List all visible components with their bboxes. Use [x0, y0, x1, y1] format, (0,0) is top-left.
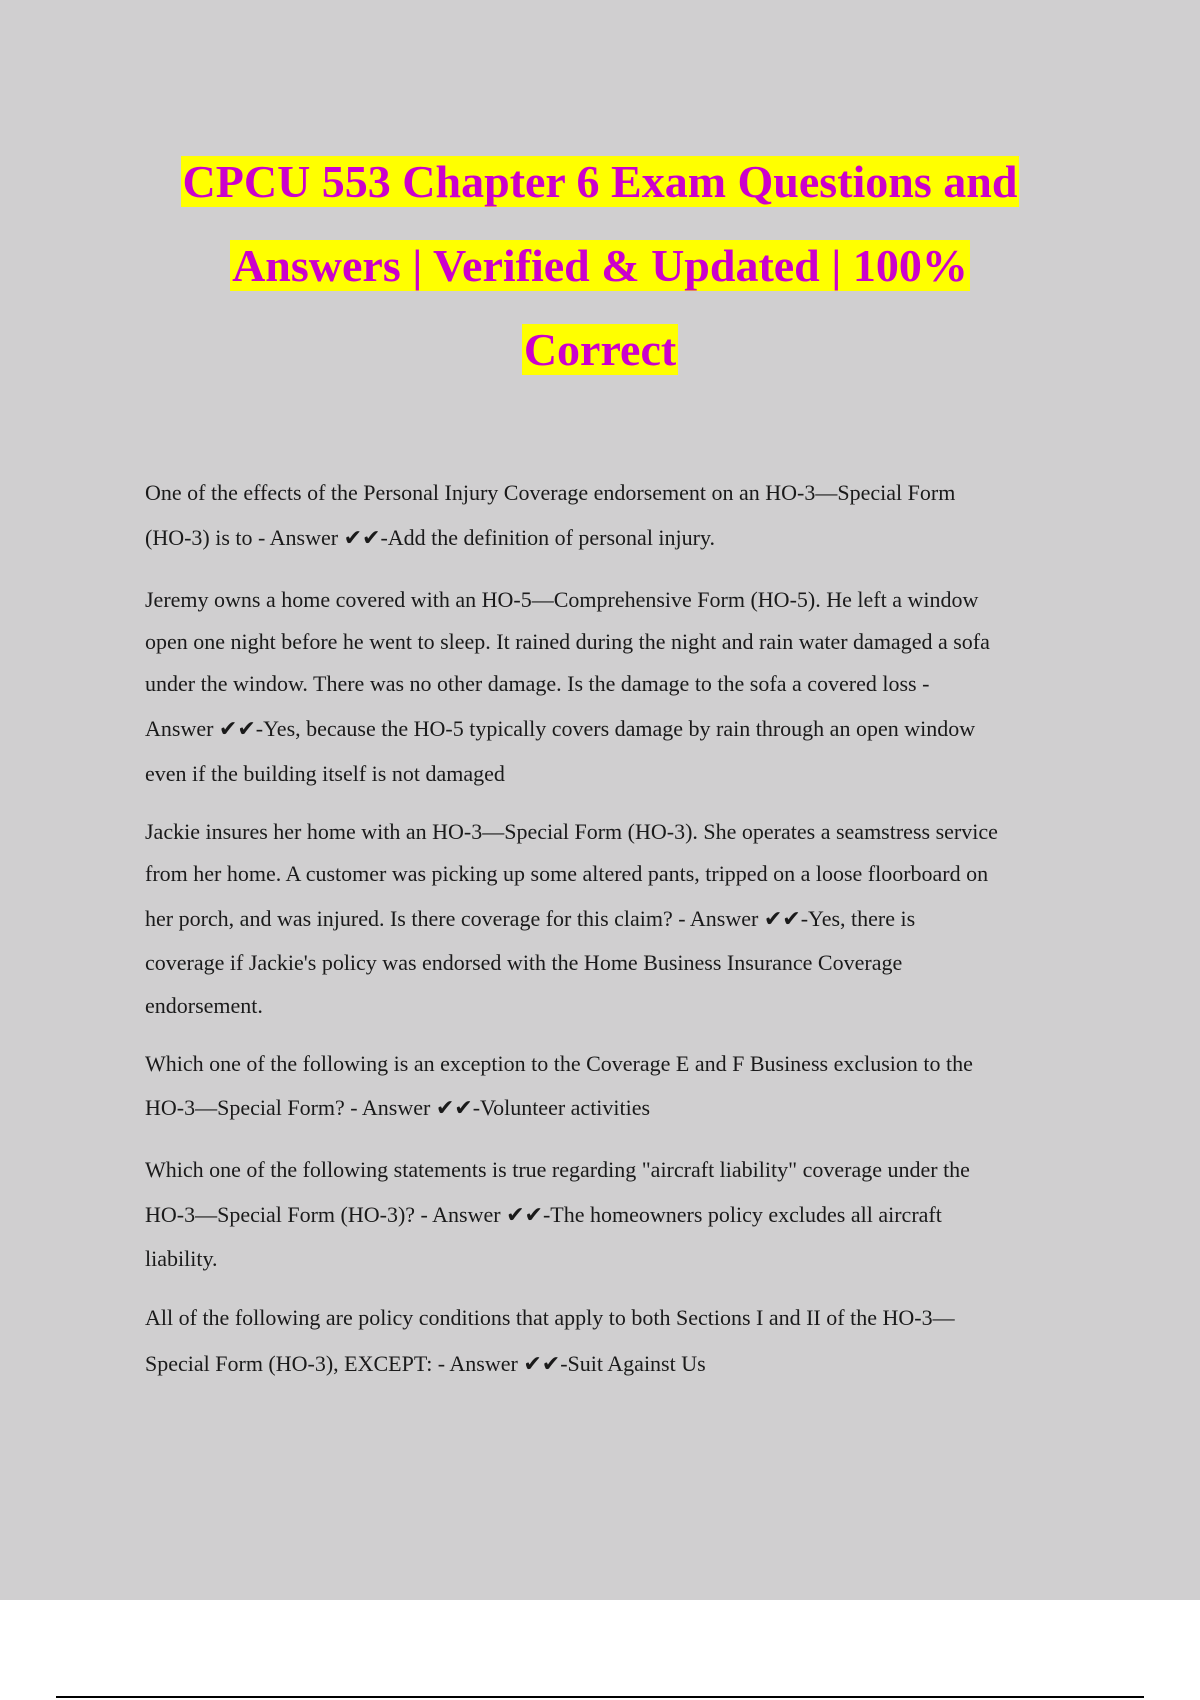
qa-line: Which one of the following is an exception to the Coverage E and F Business exclusion to the — [145, 1051, 973, 1076]
qa-line: Jeremy owns a home covered with an HO-5—Comprehensive Form (HO-5). He left a window — [145, 587, 979, 612]
title-line — [0, 140, 1200, 224]
title-line-text: Correct — [523, 324, 677, 375]
qa-line: Jackie insures her home with an HO-3—Special Form (HO-3). She operates a seamstress service — [145, 819, 998, 844]
qa-line: One of the effects of the Personal Injury Coverage endorsement on an HO-3—Special Form — [145, 480, 956, 505]
qa-line: endorsement. — [145, 993, 263, 1018]
qa-line: All of the following are policy conditions that apply to both Sections I and II of the HO-3— — [145, 1305, 955, 1330]
qa-line: her porch, and was injured. Is there coverage for this claim? - Answer ✔✔-Yes, there is — [145, 906, 916, 931]
title-line-text: Answers | Verified & Updated | 100% — [232, 240, 968, 291]
qa-line: HO-3—Special Form (HO-3)? - Answer ✔✔-The homeowners policy excludes all aircraft — [145, 1202, 942, 1227]
title-line — [0, 224, 1200, 308]
document-title — [0, 140, 1200, 392]
qa-line: Special Form (HO-3), EXCEPT: - Answer ✔✔-Suit Against Us — [145, 1351, 706, 1376]
qa-line: Answer ✔✔-Yes, because the HO-5 typically covers damage by rain through an open window — [145, 716, 976, 741]
qa-line: even if the building itself is not damaged — [145, 761, 505, 786]
qa-line: (HO-3) is to - Answer ✔✔-Add the definition of personal injury. — [145, 525, 716, 550]
qa-line: Which one of the following statements is true regarding "aircraft liability" coverage under the — [145, 1157, 970, 1182]
footer-divider — [56, 1696, 1144, 1698]
qa-line: open one night before he went to sleep. It rained during the night and rain water damaged a sofa — [145, 629, 990, 654]
qa-line: under the window. There was no other damage. Is the damage to the sofa a covered loss - — [145, 671, 930, 696]
qa-line: liability. — [145, 1246, 218, 1271]
title-line — [0, 308, 1200, 392]
title-line-text: CPCU 553 Chapter 6 Exam Questions and — [182, 156, 1018, 207]
qa-line: from her home. A customer was picking up some altered pants, tripped on a loose floorboard on — [145, 861, 989, 886]
qa-line: coverage if Jackie's policy was endorsed with the Home Business Insurance Coverage — [145, 950, 903, 975]
qa-line: HO-3—Special Form? - Answer ✔✔-Volunteer activities — [145, 1095, 651, 1120]
